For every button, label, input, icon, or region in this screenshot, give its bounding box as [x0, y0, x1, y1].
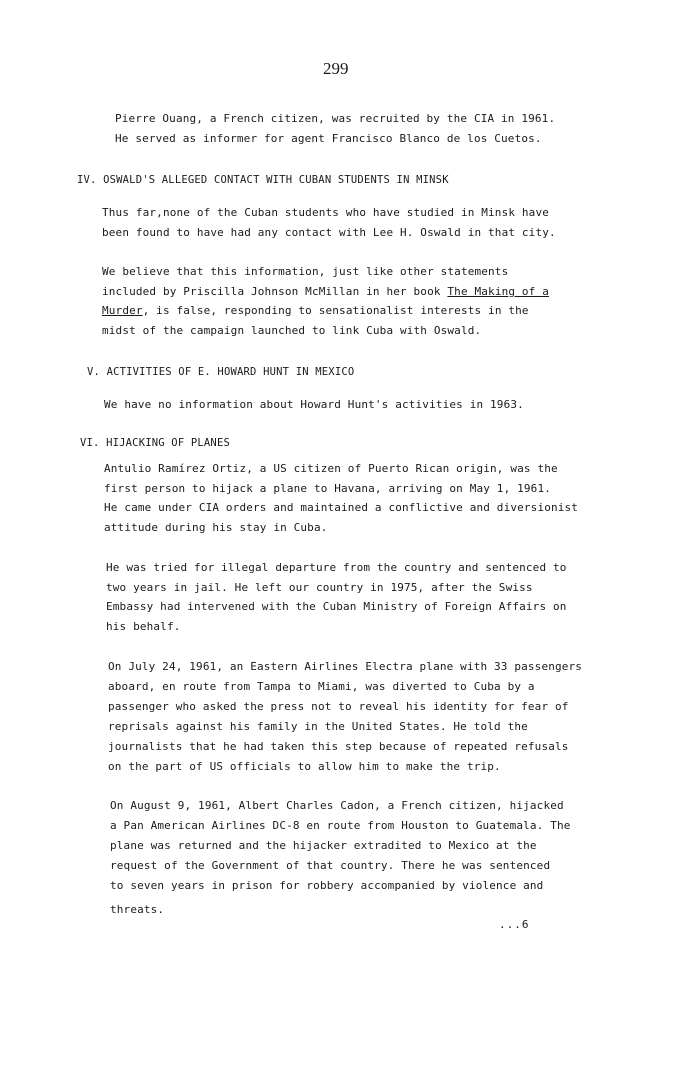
- paragraph-line: a Pan American Airlines DC-8 en route from Houston to Guatemala. The: [110, 819, 571, 832]
- page-number: 299: [323, 59, 349, 78]
- paragraph-line: midst of the campaign launched to link Cuba with Oswald.: [102, 324, 482, 337]
- paragraph-text: included by Priscilla Johnson McMillan in her book: [102, 285, 448, 298]
- intro-line: He served as informer for agent Francisco Blanco de los Cuetos.: [115, 132, 542, 145]
- paragraph-line: two years in jail. He left our country in 1975, after the Swiss: [106, 581, 533, 594]
- paragraph-line: [102, 285, 549, 298]
- paragraph-line: aboard, en route from Tampa to Miami, was diverted to Cuba by a: [108, 680, 535, 693]
- paragraph-line: journalists that he had taken this step because of repeated refusals: [108, 740, 569, 753]
- paragraph-line: his behalf.: [106, 620, 181, 633]
- paragraph-line: [102, 304, 529, 317]
- paragraph-line: on the part of US officials to allow him to make the trip.: [108, 760, 501, 773]
- paragraph-line: Antulio Ramírez Ortiz, a US citizen of Puerto Rican origin, was the: [104, 462, 558, 475]
- book-title: The Making of a: [447, 285, 549, 298]
- paragraph-line: attitude during his stay in Cuba.: [104, 521, 328, 534]
- paragraph-line: request of the Government of that country. There he was sentenced: [110, 859, 551, 872]
- paragraph-line: reprisals against his family in the United States. He told the: [108, 720, 528, 733]
- paragraph-line: He was tried for illegal departure from the country and sentenced to: [106, 561, 567, 574]
- paragraph-text: , is false, responding to sensationalist interests in the: [142, 304, 529, 317]
- paragraph-line: plane was returned and the hijacker extradited to Mexico at the: [110, 839, 537, 852]
- paragraph-line: Embassy had intervened with the Cuban Ministry of Foreign Affairs on: [106, 600, 567, 613]
- book-title: Murder: [102, 304, 143, 317]
- paragraph-line: We believe that this information, just like other statements: [102, 265, 509, 278]
- continuation-marker: ...6: [499, 918, 530, 931]
- paragraph-line: Thus far,none of the Cuban students who have studied in Minsk have: [102, 206, 549, 219]
- section-heading-v: V. ACTIVITIES OF E. HOWARD HUNT IN MEXICO: [87, 366, 355, 378]
- paragraph-line: first person to hijack a plane to Havana, arriving on May 1, 1961.: [104, 482, 551, 495]
- paragraph-line: We have no information about Howard Hunt's activities in 1963.: [104, 398, 524, 411]
- paragraph-line: threats.: [110, 903, 165, 916]
- section-heading-vi: VI. HIJACKING OF PLANES: [80, 437, 230, 449]
- paragraph-line: On July 24, 1961, an Eastern Airlines Electra plane with 33 passengers: [108, 660, 583, 673]
- paragraph-line: He came under CIA orders and maintained a conflictive and diversionist: [104, 501, 579, 514]
- paragraph-line: to seven years in prison for robbery accompanied by violence and: [110, 879, 544, 892]
- section-heading-iv: IV. OSWALD'S ALLEGED CONTACT WITH CUBAN STUDENTS IN MINSK: [77, 174, 449, 186]
- paragraph-line: been found to have had any contact with Lee H. Oswald in that city.: [102, 226, 556, 239]
- paragraph-line: passenger who asked the press not to reveal his identity for fear of: [108, 700, 569, 713]
- paragraph-line: On August 9, 1961, Albert Charles Cadon, a French citizen, hijacked: [110, 799, 564, 812]
- intro-line: Pierre Ouang, a French citizen, was recruited by the CIA in 1961.: [115, 112, 556, 125]
